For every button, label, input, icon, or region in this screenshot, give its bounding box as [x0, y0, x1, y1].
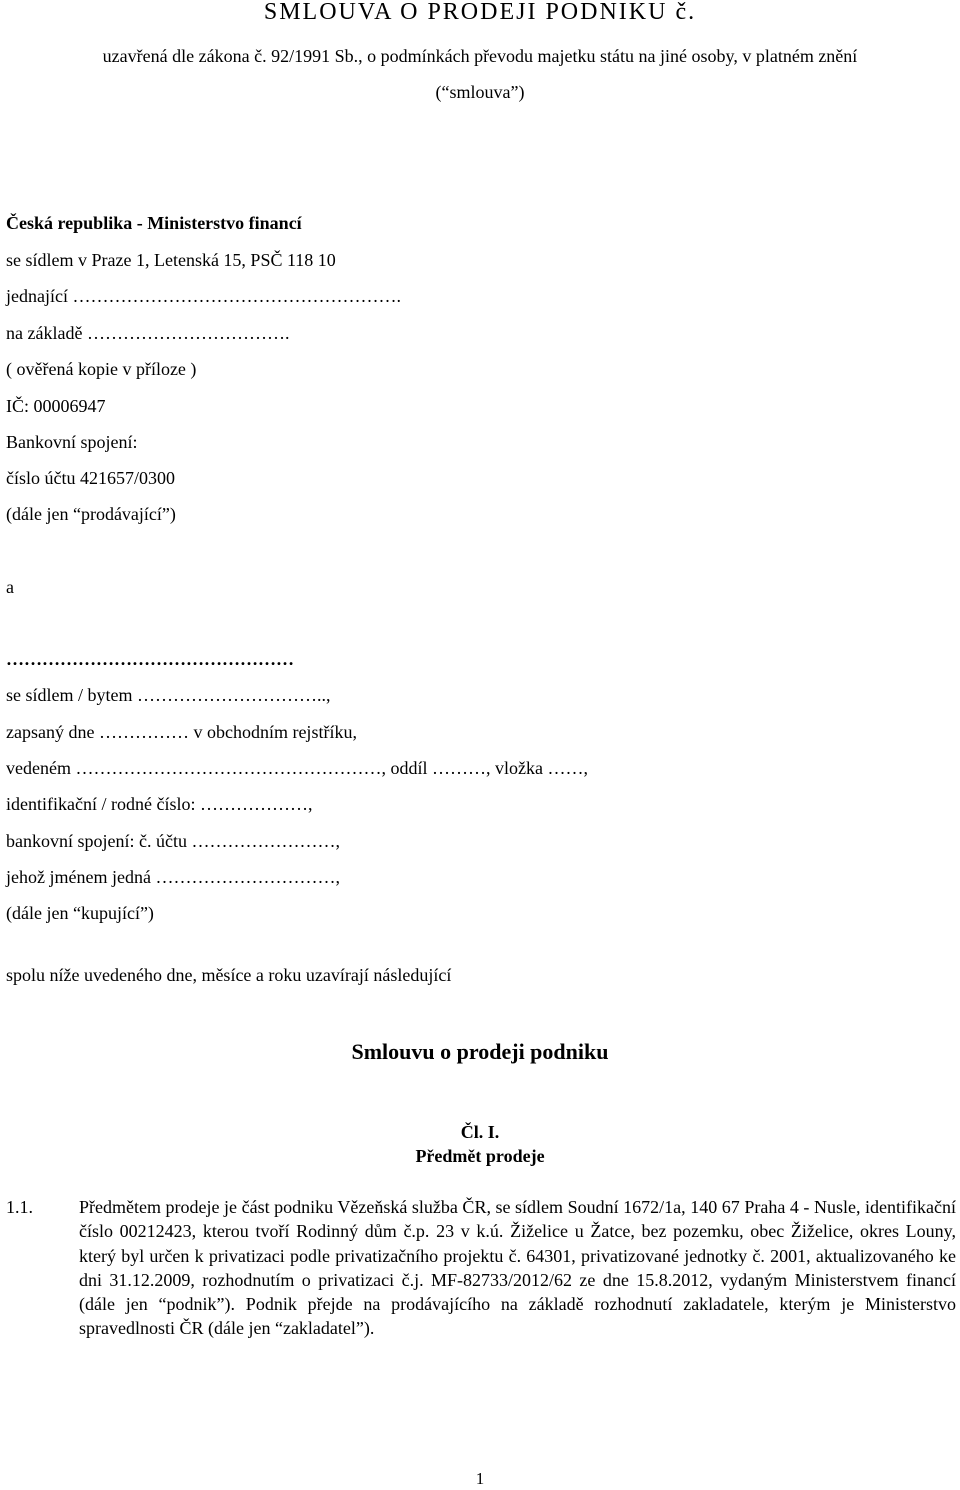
buyer-registered: zapsaný dne …………… v obchodním rejstříku, — [6, 722, 357, 742]
conjunction: a — [6, 577, 14, 597]
short-name: (“smlouva”) — [435, 82, 525, 102]
clause-text: Předmětem prodeje je část podniku Vězeňská služba ČR, se sídlem Soudní 1672/1a, 140 67 Praha 4 - Nusle, identifikační číslo 00212423, kterou tvoří Rodinný dům č.p. 23 v k.ú. Žiželice u Žatce, bez pozemku, obec Žiželice, okres Louny, který byl určen k privatizaci podle privatizačního projektu č. 64301, privatizované jednotky č. 2001, aktualizovaného ke dni 31.12.2009, rozhodnutím o privatizaci č.j. MF-82733/2012/62 ze dne 15.8.2012, vydaným Ministerstvem financí (dále jen “podnik”). Podnik přejde na prodávajícího na základě rozhodnutí zakladatele, kterým je Ministerstvo spravedlnosti ČR (dále jen “zakladatel”). — [79, 1197, 956, 1339]
seller-bank-label: Bankovní spojení: — [6, 432, 138, 452]
buyer-seat: se sídlem / bytem ………………………….., — [6, 685, 331, 705]
contract-heading: Smlouvu o prodeji podniku — [351, 1039, 609, 1064]
article-title: Předmět prodeje — [415, 1146, 545, 1166]
seller-ico: IČ: 00006947 — [6, 396, 106, 416]
law-reference: uzavřená dle zákona č. 92/1991 Sb., o podmínkách převodu majetku státu na jiné osoby, v platném znění — [102, 46, 858, 66]
seller-basis: na základě ……………………………. — [6, 323, 290, 343]
buyer-designation: (dále jen “kupující”) — [6, 903, 154, 923]
seller-copy-note: ( ověřená kopie v příloze ) — [6, 359, 197, 379]
buyer-acting: jehož jménem jedná …………………………, — [6, 867, 340, 887]
buyer-bank: bankovní spojení: č. účtu ……………………, — [6, 831, 340, 851]
seller-acting: jednající ………………………………………………. — [6, 286, 401, 306]
seller-account: číslo účtu 421657/0300 — [6, 468, 175, 488]
seller-name: Česká republika - Ministerstvo financí — [6, 213, 302, 233]
agreement-line: spolu níže uvedeného dne, měsíce a roku uzavírají následující — [6, 965, 452, 985]
article-number: Čl. I. — [460, 1122, 500, 1142]
clause-number: 1.1. — [6, 1197, 33, 1217]
document-title: SMLOUVA O PRODEJI PODNIKU č. — [263, 0, 697, 25]
page-number: 1 — [475, 1469, 485, 1488]
seller-address: se sídlem v Praze 1, Letenská 15, PSČ 118 10 — [6, 250, 336, 270]
buyer-kept: vedeném ……………………………………………, oddíl ………, vložka ……, — [6, 758, 588, 778]
buyer-id-number: identifikační / rodné číslo: ………………, — [6, 794, 313, 814]
seller-designation: (dále jen “prodávající”) — [6, 504, 176, 524]
buyer-name-placeholder: ………………………………………… — [6, 649, 294, 669]
